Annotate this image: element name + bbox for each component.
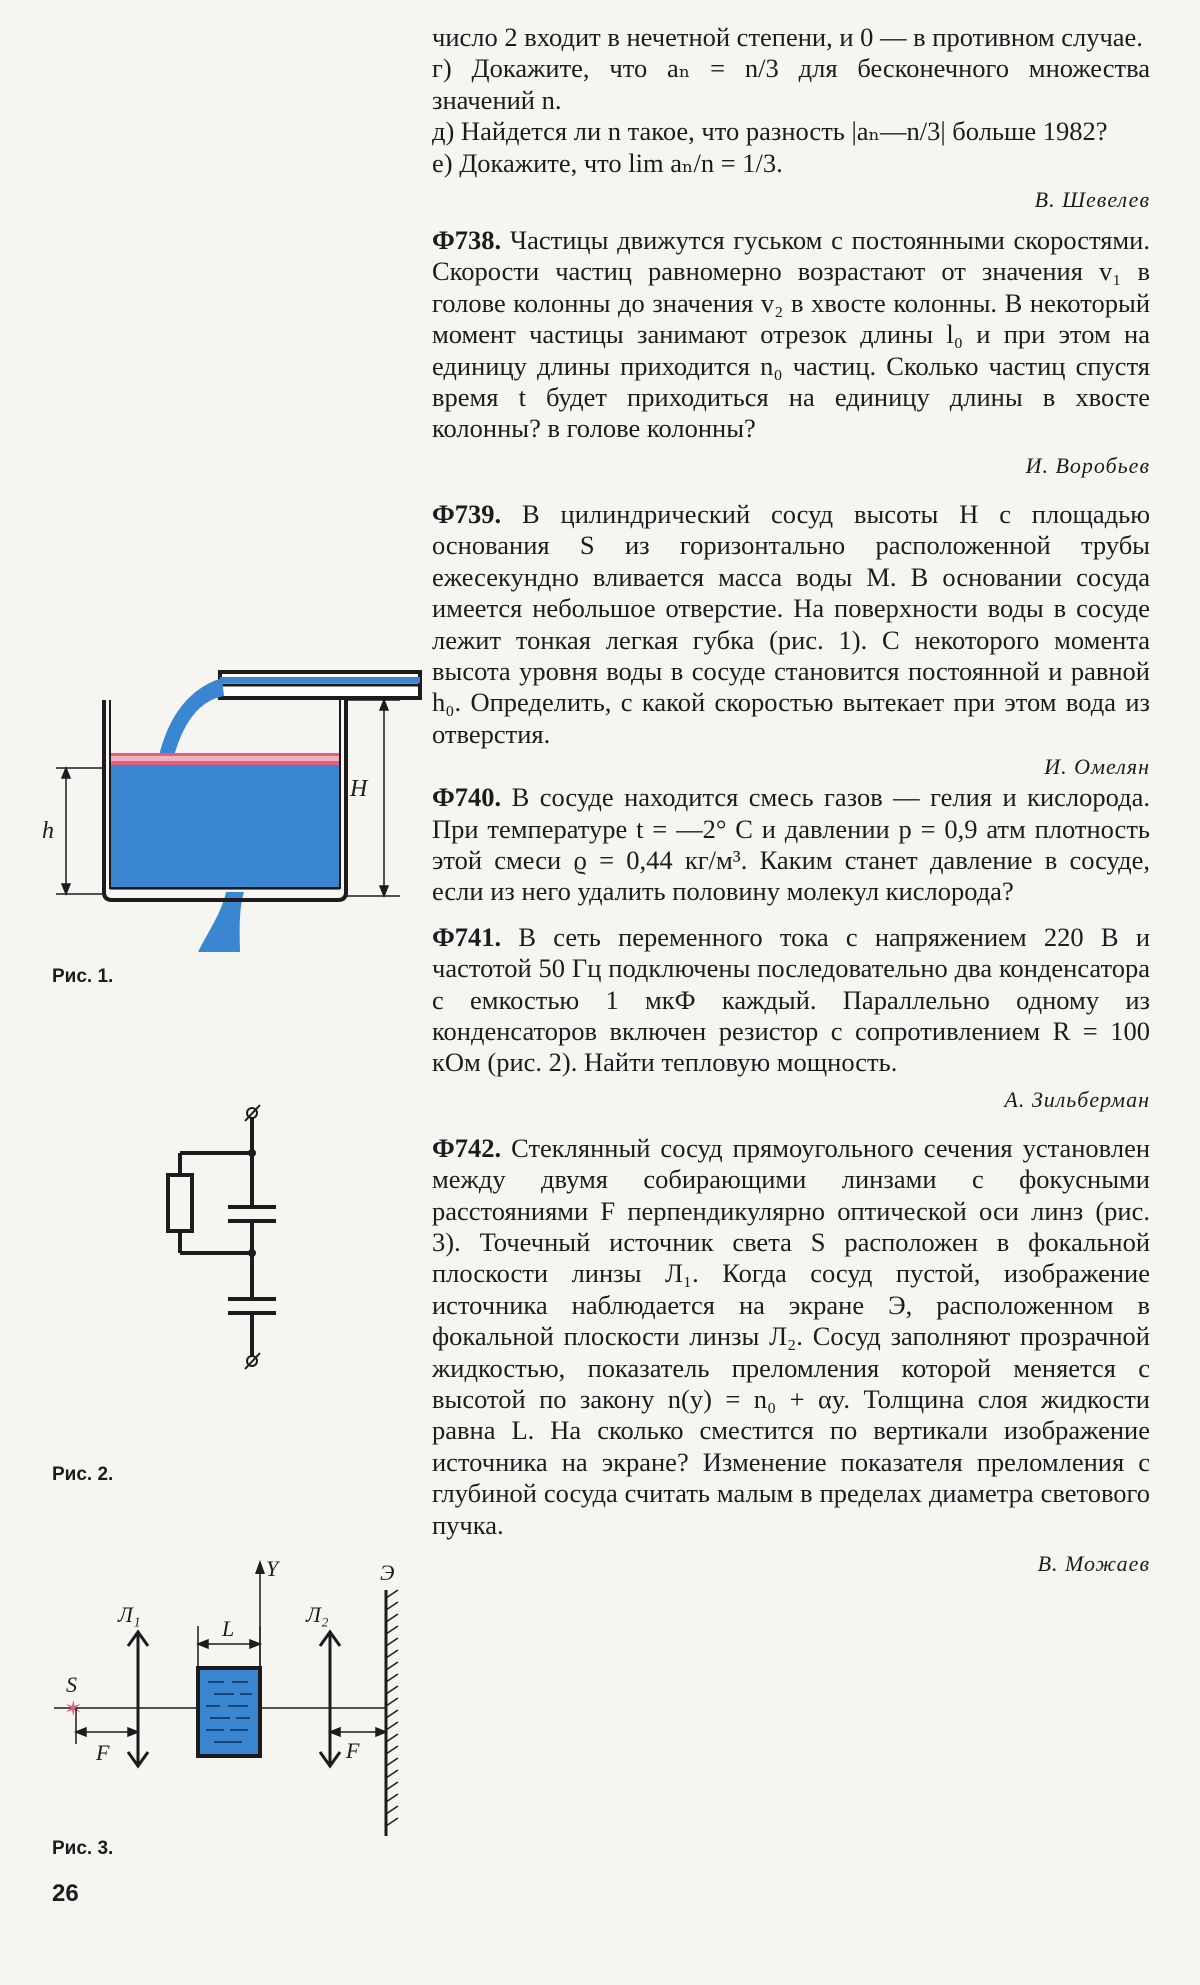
lens-1 [128,1632,148,1766]
label-F-right: F [346,1738,360,1763]
water-body [110,762,340,890]
problem-740 [432,782,1150,908]
dimension-F-left [76,1708,138,1744]
intro-block [432,22,1150,179]
dimension-F-right [330,1728,386,1736]
figure-2-caption: Рис. 2. [52,1464,114,1485]
problem-text: Частицы движутся гуськом с постоянными скоростями. Скорости частиц равномерно возрастают от значения v₁ в голове колонны до значения v₂ в хвосте колонны. В некоторый момент частицы занимают отрезок длины l₀ и при этом на единицу длины приходится n₀ частиц. Сколько частиц спустя время t будет приходиться на единицу длины в хвосте колонны? в голове колонны? [432,225,1150,444]
problem-number: Ф740. [432,782,502,813]
label-H: H [350,776,368,802]
problem-author: А. Зильберман [1004,1086,1150,1112]
problem-number: Ф742. [432,1132,502,1163]
text-column [432,22,1150,1589]
label-L: L [222,1616,235,1641]
water-stream [158,678,224,764]
source-marker: ✶ [64,1697,83,1722]
label-S: S [66,1672,77,1697]
label-E: Э [380,1560,395,1585]
problem-number: Ф739. [432,498,502,529]
problem-text: В цилиндрический сосуд высоты H с площадью основания S из горизонтально расположенной трубы ежесекундно вливается масса воды M. В основании сосуда имеется небольшое отверстие. На поверхности воды в сосуде лежит тонкая легкая губка (рис. 1). С некоторого момента высота уровня воды в сосуде становится постоянной и равной h₀. Определить, с какой скоростью вытекает при этом вода из отверстия. [432,498,1150,749]
glass-vessel [198,1668,260,1756]
problem-number: Ф741. [432,921,502,952]
label-L1: Л₁ [118,1602,141,1627]
problem-text: В сеть переменного тока с напряжением 220 В и частотой 50 Гц подключены последовательно два конденсатора с емкостью 1 мкФ каждый. Параллельно одному из конденсаторов включен резистор с сопротивлением R = 100 кОм (рис. 2). Найти тепловую мощность. [432,921,1151,1078]
intro-line: д) Найдется ли n такое, что разность |aₙ—n/3| больше 1982? [432,116,1108,147]
label-F-left: F [96,1740,110,1765]
problem-741 [432,922,1150,1115]
intro-line: е) Докажите, что lim aₙ/n = 1/3. [432,147,783,178]
problem-text: В сосуде находится смесь газов — гелия и кислорода. При температуре t = —2° С и давлении p = 0,9 атм плотность этой смеси ϱ = 0,44 кг/м³. Каким станет давление в сосуде, если из него удалить половину молекул кислорода? [432,782,1151,907]
page-number: 26 [52,1880,79,1907]
capacitor-1 [228,1207,276,1221]
figure-1 [40,660,400,960]
label-Y: Y [266,1556,279,1581]
lens-2 [320,1632,340,1766]
capacitor-2 [228,1299,276,1313]
figure-3 [44,1546,414,1846]
problem-text: Стеклянный сосуд прямоугольного сечения установлен между двумя собирающими линзами с фокусными расстояниями F перпендикулярно оптической оси линз (рис. 3). Точечный источник света S расположен в фокальной плоскости линзы Л₁. Когда сосуд пустой, изображение источника наблюдается на экране Э, расположенном в фокальной плоскости линзы Л₂. Сосуд заполняют прозрачной жидкостью, показатель преломления которой меняется с высотой по закону n(y) = n₀ + αy. Толщина слоя жидкости равна L. На сколько сместится по вертикали изображение источника на экране? Изменение показателя преломления с глубиной сосуда считать малым в пределах диаметра светового пучка. [432,1132,1151,1540]
label-L2: Л₂ [306,1602,329,1627]
label-h: h [42,818,54,844]
figure-2 [150,1095,290,1375]
dimension-h [56,768,106,894]
problem-number: Ф738. [432,225,502,256]
figure-3-caption: Рис. 3. [52,1838,114,1859]
figure-1-caption: Рис. 1. [52,966,114,987]
intro-line: число 2 входит в нечетной степени, и 0 — в противном случае. [432,22,1143,52]
problem-739 [432,499,1150,782]
resistor [168,1175,192,1231]
pipe [220,672,420,698]
problem-author: И. Воробьев [1025,452,1150,478]
intro-line: г) Докажите, что aₙ = n/3 для бесконечного множества значений n. [432,53,1150,115]
problem-author: И. Омелян [1044,754,1150,780]
problem-738 [432,225,1150,481]
problem-author: В. Можаев [1037,1551,1150,1577]
problem-742 [432,1133,1150,1579]
author-737: В. Шевелев [1034,187,1150,213]
